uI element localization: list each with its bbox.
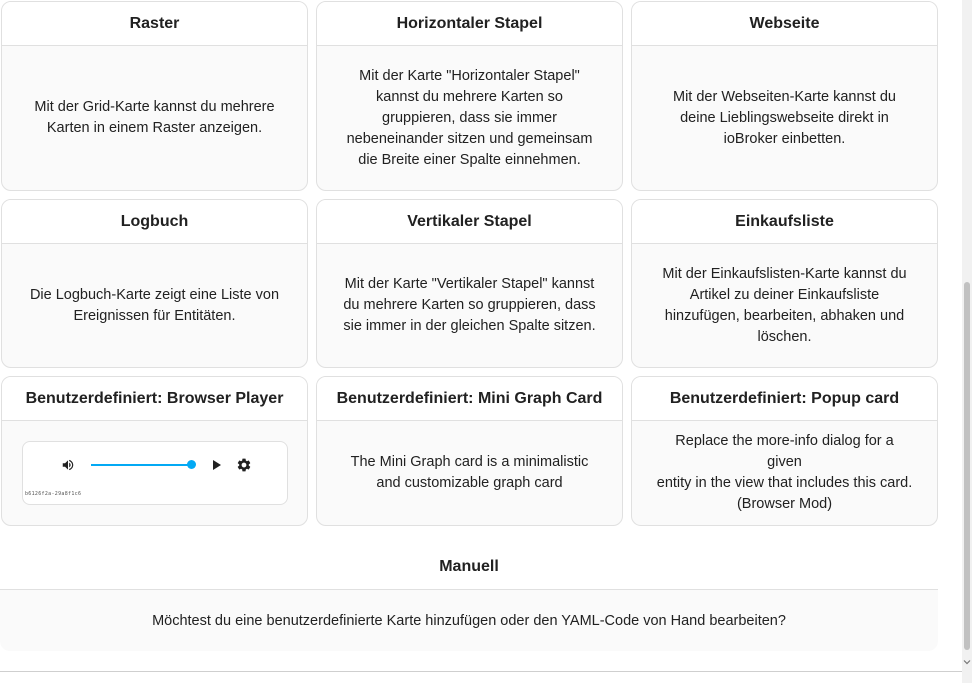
- description-line: Mit der Webseiten-Karte kannst du: [673, 88, 896, 105]
- volume-slider-thumb[interactable]: [187, 460, 196, 469]
- description-line: and customizable graph card: [376, 475, 563, 491]
- card-manual[interactable]: [0, 545, 938, 651]
- card-title: Logbuch: [2, 200, 307, 244]
- manual-description: Möchtest du eine benutzerdefinierte Karte hinzufügen oder den YAML-Code von Hand bearbeiten?: [152, 612, 786, 629]
- card-description: [632, 421, 937, 525]
- card-description: [317, 244, 622, 367]
- description-line: ioBroker einbetten.: [723, 130, 846, 147]
- card-description: [632, 244, 937, 367]
- play-icon[interactable]: [211, 458, 223, 472]
- description-line: Mit der Einkaufslisten-Karte kannst du: [662, 265, 907, 282]
- description-line: Mit der Karte "Horizontaler Stapel": [359, 67, 580, 84]
- description-line: gruppieren, dass sie immer: [382, 109, 557, 126]
- description-line: (Browser Mod): [736, 496, 833, 512]
- card-title: Vertikaler Stapel: [317, 200, 622, 244]
- chevron-down-icon[interactable]: [963, 658, 971, 666]
- description-line: Artikel zu deiner Einkaufsliste: [689, 286, 880, 303]
- card-title: Raster: [2, 2, 307, 46]
- card-mini-graph[interactable]: [316, 376, 623, 526]
- description-line: deine Lieblingswebseite direkt in: [680, 109, 889, 126]
- description-line: Mit der Karte "Vertikaler Stapel" kannst: [344, 276, 595, 292]
- description-line: Ereignissen für Entitäten.: [73, 307, 236, 324]
- card-vertical-stack[interactable]: [316, 199, 623, 368]
- card-title: Webseite: [632, 2, 937, 46]
- card-title: Horizontaler Stapel: [317, 2, 622, 46]
- card-browser-player[interactable]: [1, 376, 308, 526]
- description-line: The Mini Graph card is a minimalistic: [350, 454, 589, 470]
- description-line: die Breite einer Spalte einnehmen.: [358, 151, 581, 168]
- card-description: [2, 46, 307, 190]
- manual-title: Manuell: [0, 545, 938, 590]
- volume-slider[interactable]: [91, 464, 193, 466]
- scrollbar[interactable]: [962, 0, 972, 683]
- description-line: löschen.: [757, 328, 812, 345]
- card-webpage[interactable]: [631, 1, 938, 191]
- card-description: [2, 244, 307, 367]
- description-line: Karten in einem Raster anzeigen.: [46, 120, 263, 136]
- description-line: kannst du mehrere Karten so: [376, 88, 563, 105]
- description-line: nebeneinander sitzen und gemeinsam: [346, 130, 593, 147]
- card-logbook[interactable]: [1, 199, 308, 368]
- card-raster[interactable]: [1, 1, 308, 191]
- divider: [0, 671, 962, 672]
- card-description: [317, 421, 622, 525]
- card-title: Benutzerdefiniert: Popup card: [632, 377, 937, 421]
- description-line: Replace the more-info dialog for a given: [675, 433, 894, 470]
- description-line: du mehrere Karten so gruppieren, dass: [343, 297, 596, 313]
- description-line: Mit der Grid-Karte kannst du mehrere: [34, 99, 275, 115]
- description-line: Die Logbuch-Karte zeigt eine Liste von: [29, 286, 280, 303]
- gear-icon[interactable]: [236, 457, 252, 473]
- scrollbar-thumb[interactable]: [964, 282, 970, 650]
- card-title: Einkaufsliste: [632, 200, 937, 244]
- card-title: Benutzerdefiniert: Mini Graph Card: [317, 377, 622, 421]
- card-description: [632, 46, 937, 190]
- description-line: sie immer in der gleichen Spalte sitzen.: [343, 318, 596, 334]
- card-popup[interactable]: [631, 376, 938, 526]
- player-id: b6126f2a-29a8f1c6: [25, 491, 82, 497]
- card-horizontal-stack[interactable]: [316, 1, 623, 191]
- browser-player-preview: [22, 441, 288, 505]
- card-description: [317, 46, 622, 190]
- volume-icon[interactable]: [61, 457, 75, 473]
- card-title: Benutzerdefiniert: Browser Player: [2, 377, 307, 421]
- description-line: entity in the view that includes this card.: [656, 475, 913, 491]
- description-line: hinzufügen, bearbeiten, abhaken und: [664, 307, 905, 324]
- card-shopping-list[interactable]: [631, 199, 938, 368]
